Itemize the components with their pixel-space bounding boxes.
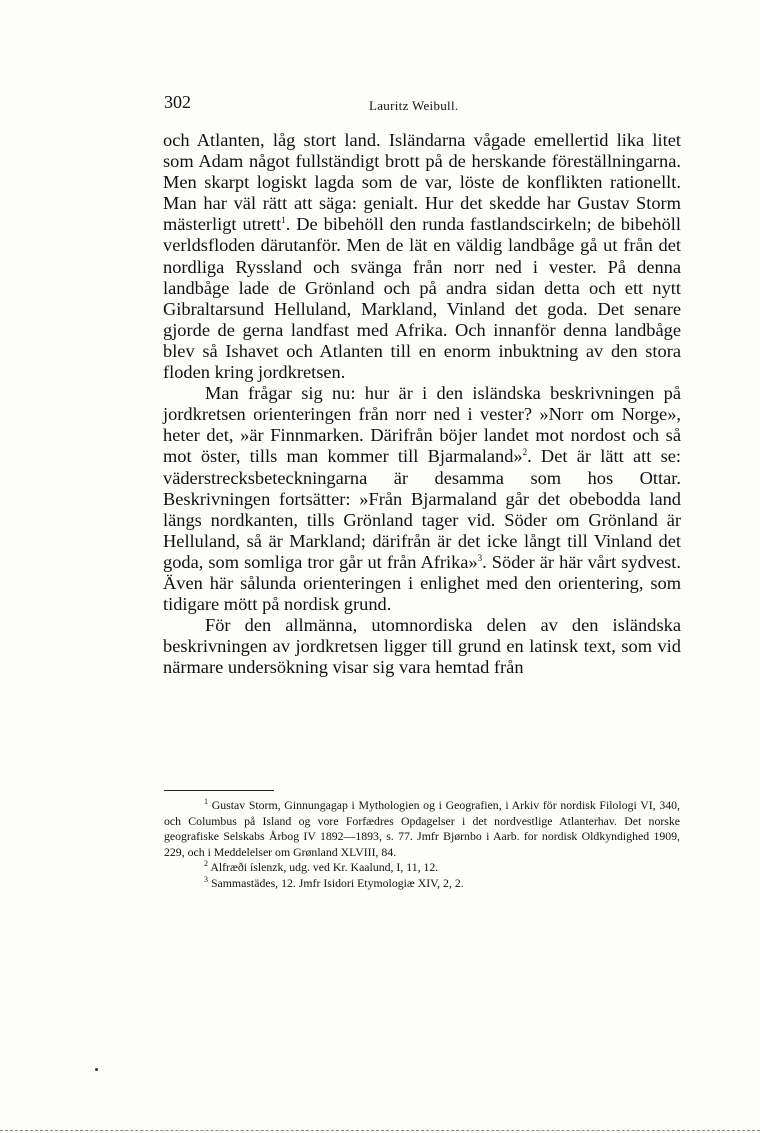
paragraph-1-text-a: och Atlanten, låg stort land. Isländarna vågade emellertid lika litet som Adam något fullständigt brott på de herskande föreställningarna. Men skarpt logiskt lagda som de var, löste de konflikten rationellt. Man har väl rätt att säga: genialt. Hur det skedde har Gustav Storm mästerligt utrett <box>163 130 681 235</box>
paragraph-2-text-b: . Det är lätt att se: väderstrecksbeteckningarna är desamma som hos Ottar. Beskrivningen fortsätter: »Från Bjarmaland går det obebodda land längs nordkanten, tills Grönland tager vid. Söder om Grönland är Helluland, så är Markland; därifrån är det icke långt till Vinland det goda, som somliga tror går ut från Afrika» <box>163 446 681 572</box>
running-head: Lauritz Weibull. <box>369 98 459 113</box>
footnote-marker: 3 <box>204 874 208 884</box>
footnote-divider <box>164 790 274 791</box>
scan-edge <box>0 1130 760 1131</box>
paragraph-2-text-a: Man frågar sig nu: hur är i den isländska beskrivningen på jordkretsen orienteringen från norr ned i vester? »Norr om Norge», heter det, »är Finnmarken. Därifrån böjer landet mot nordost och så mot öster, tills man kommer till Bjarmaland» <box>163 383 681 467</box>
paragraph-1-text-b: . De bibehöll den runda fastlandscirkeln; de bibehöll verldsfloden därutanför. Men de lät en väldig landbåge gå ut från det nordliga Ryssland och svänga från norr ned i vester. På denna landbåge lade de Grönland och på andra sidan detta och ett nytt Gibraltarsund Helluland, Markland, Vinland det goda. Det senare gjorde de gerna landfast med Afrika. Och innanför denna landbåge blev så Ishavet och Atlanten till en enorm inbuktning av den stora floden kring jordkretsen. <box>163 214 681 383</box>
footnote-text: Gustav Storm, Ginnungagap i Mythologien og i Geografien, i Arkiv för nordisk Filologi VI, 340, och Columbus på Island og vore Forfædres Opdagelser i det nordvestlige Atlanterhav. Det norske geografiske Selskabs Årbog IV 1892—1893, s. 77. Jmfr Bjørnbo i Aarb. for nordisk Oldkyndighed 1909, 229, och i Meddelelser om Grønland XLVIII, 84. <box>164 798 680 859</box>
paragraph-3: För den allmänna, utomnordiska delen av den isländska beskrivningen av jordkretsen ligger till grund en latinsk text, som vid närmare undersökning visar sig vara hemtad från <box>163 615 681 678</box>
footnote-ref-2: 2 <box>522 447 528 458</box>
footnote <box>164 876 680 892</box>
footnote-marker: 2 <box>204 859 208 869</box>
body-text <box>163 130 681 678</box>
footnote-ref-3: 3 <box>477 552 483 563</box>
footnotes <box>164 798 680 892</box>
footnote-text: Alfræði íslenzk, udg. ved Kr. Kaalund, I, 11, 12. <box>210 860 439 875</box>
footnote-text: Sammastädes, 12. Jmfr Isidori Etymologiæ XIV, 2, 2. <box>210 875 464 890</box>
footnote-ref-1: 1 <box>281 215 286 226</box>
page-header <box>164 92 680 116</box>
paragraph-2-text-c: . Söder är här vårt sydvest. Även här sålunda orienteringen i enlighet med den orientering, som tidigare mött på nordisk grund. <box>163 551 681 615</box>
page-number: 302 <box>164 92 191 112</box>
paragraph-1 <box>163 130 681 383</box>
footnote-marker: 1 <box>204 797 208 806</box>
scan-speck <box>95 1068 98 1071</box>
footnote <box>164 860 680 876</box>
footnote <box>164 798 680 860</box>
paragraph-2 <box>163 383 681 615</box>
